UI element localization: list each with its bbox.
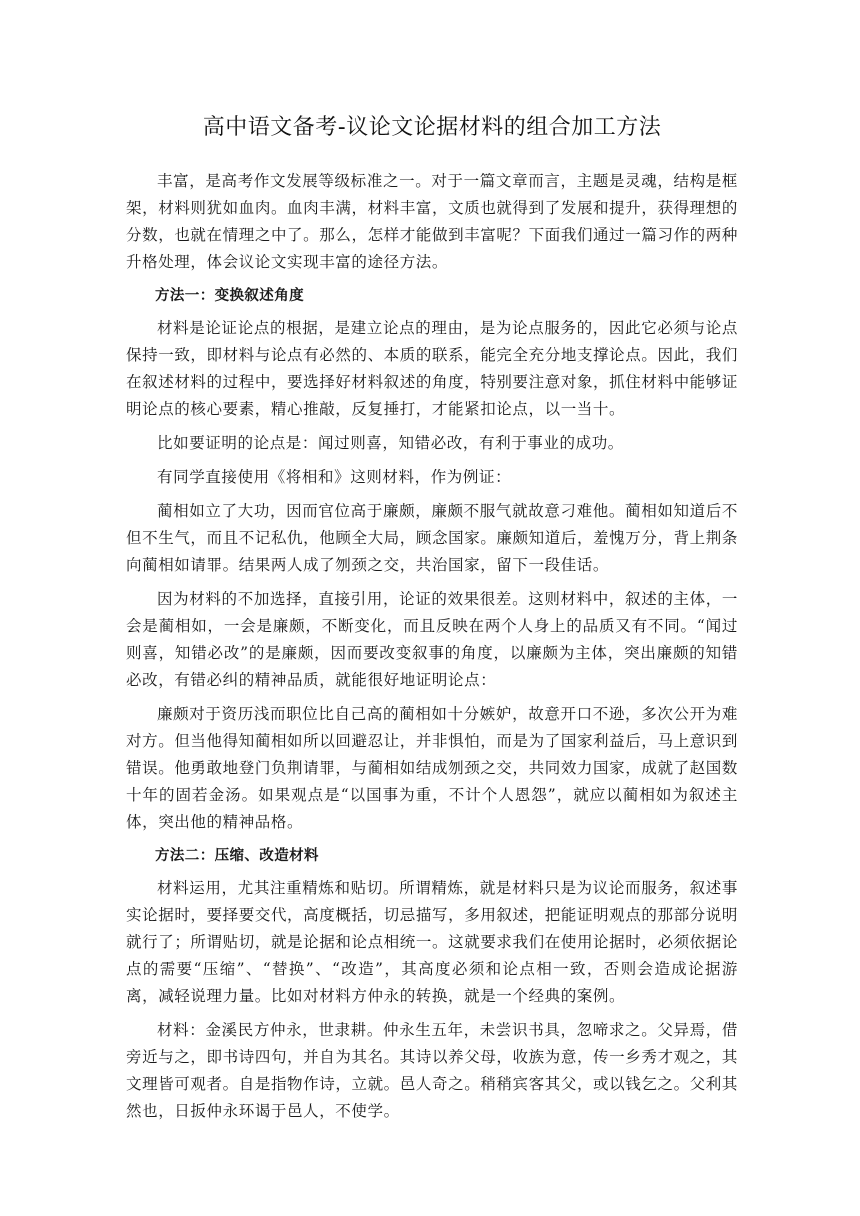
example-paragraph: 廉颇对于资历浅而职位比自己高的蔺相如十分嫉妒，故意开口不逊，多次公开为难对方。但当他得知蔺相如所以回避忍让，并非惧怕，而是为了国家利益后，马上意识到错误。他勇敢地登门负荆请罪，与蔺相如结成刎颈之交，共同效力国家，成就了赵国数十年的固若金汤。如果观点是“以国事为重，不计个人恩怨”，就应以蔺相如为叙述主体，突出他的精神品格。 <box>126 705 738 831</box>
section-heading-method-1: 方法一：变换叙述角度 <box>155 288 304 304</box>
paragraph: 有同学直接使用《将相和》这则材料，作为例证： <box>157 468 512 486</box>
paragraph: 材料运用，尤其注重精炼和贴切。所谓精炼，就是材料只是为议论而服务，叙述事实论据时，要择要交代，高度概括，切忌描写，多用叙述，把能证明观点的那部分说明就行了；所谓贴切，就是论据和论点相统一。这就要求我们在使用论据时，必须依据论点的需要“压缩”、“替换”、“改造”，其高度必须和论点相一致，否则会造成论据游离，减轻说理力量。比如对材料方仲永的转换，就是一个经典的案例。 <box>126 879 738 1005</box>
paragraph: 材料是论证论点的根据，是建立论点的理由，是为论点服务的，因此它必须与论点保持一致，即材料与论点有必然的、本质的联系，能完全充分地支撑论点。因此，我们在叙述材料的过程中，要选择好材料叙述的角度，特别要注意对象，抓住材料中能够证明论点的核心要素，精心推敲，反复捶打，才能紧扣论点，以一当十。 <box>126 319 738 418</box>
example-paragraph: 蔺相如立了大功，因而官位高于廉颇，廉颇不服气就故意刁难他。蔺相如知道后不但不生气，而且不记私仇，他顾全大局，顾念国家。廉颇知道后，羞愧万分，背上荆条向蔺相如请罪。结果两人成了刎颈之交，共治国家，留下一段佳话。 <box>126 502 738 574</box>
paragraph: 比如要证明的论点是：闻过则喜，知错必改，有利于事业的成功。 <box>157 434 624 452</box>
intro-paragraph: 丰富，是高考作文发展等级标准之一。对于一篇文章而言，主题是灵魂，结构是框架，材料则犹如血肉。血肉丰满，材料丰富，文质也就得到了发展和提升，获得理想的分数，也就在情理之中了。那么，怎样才能做到丰富呢？下面我们通过一篇习作的两种升格处理，体会议论文实现丰富的途径方法。 <box>126 172 738 271</box>
section-heading-method-2: 方法二：压缩、改造材料 <box>155 848 319 864</box>
material-paragraph: 材料：金溪民方仲永，世隶耕。仲永生五年，未尝识书具，忽啼求之。父异焉，借旁近与之，即书诗四句，并自为其名。其诗以养父母，收族为意，传一乡秀才观之，其文理皆可观者。自是指物作诗，立就。邑人奇之。稍稍宾客其父，或以钱乞之。父利其然也，日扳仲永环谒于邑人，不使学。 <box>126 1021 738 1120</box>
paragraph: 因为材料的不加选择，直接引用，论证的效果很差。这则材料中，叙述的主体，一会是蔺相如，一会是廉颇，不断变化，而且反映在两个人身上的品质又有不同。“闻过则喜，知错必改”的是廉颇，因而要改变叙事的角度，以廉颇为主体，突出廉颇的知错必改，有错必纠的精神品质，就能很好地证明论点： <box>126 590 738 689</box>
document-title: 高中语文备考-议论文论据材料的组合加工方法 <box>202 115 662 140</box>
document-body <box>126 168 738 1125</box>
